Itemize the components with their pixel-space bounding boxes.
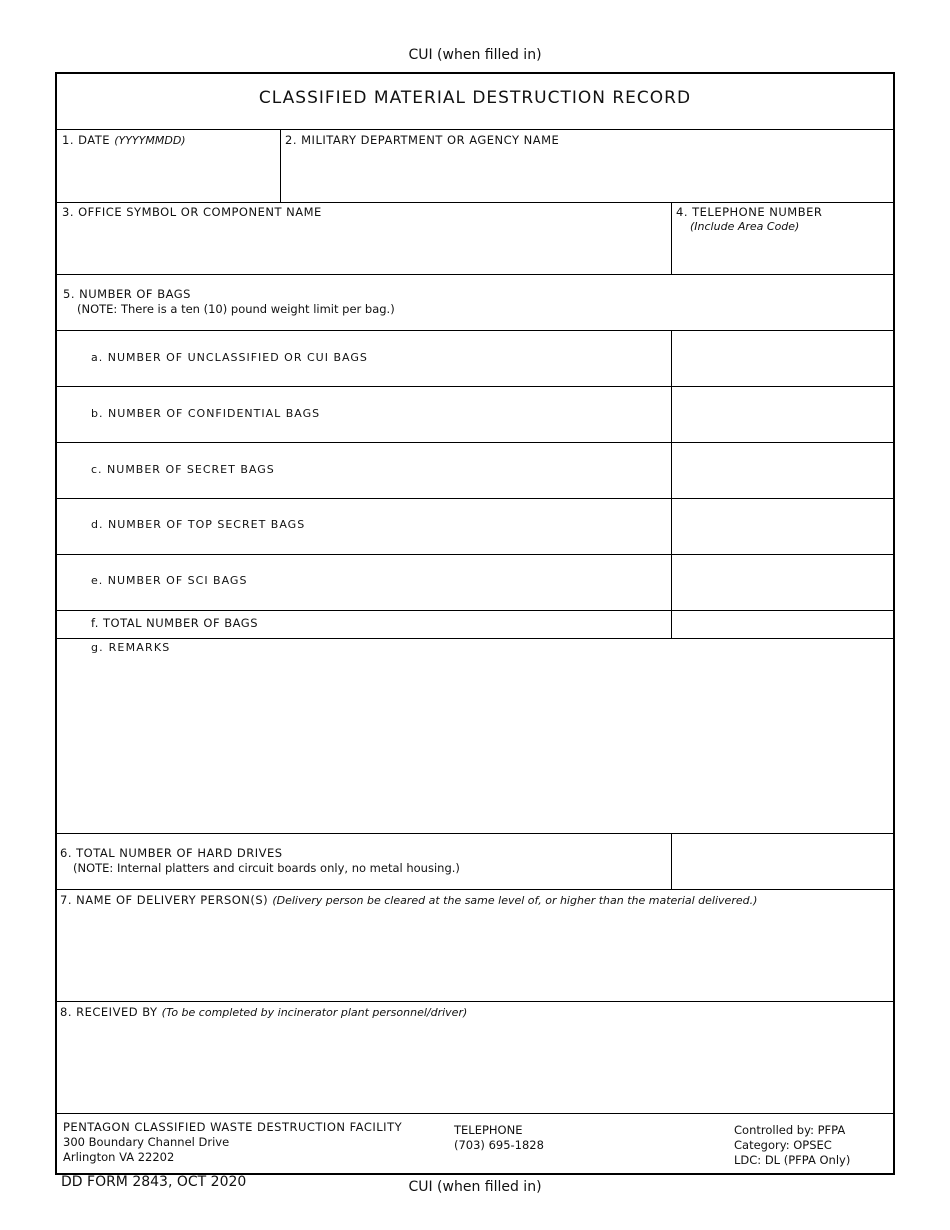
divider	[57, 330, 893, 331]
agency-name-field[interactable]	[283, 149, 889, 199]
cui-marking-bottom: CUI (when filled in)	[408, 1179, 542, 1195]
divider	[57, 442, 893, 443]
form-title: CLASSIFIED MATERIAL DESTRUCTION RECORD	[258, 88, 692, 108]
divider	[57, 129, 893, 130]
divider	[57, 274, 893, 275]
divider	[57, 1001, 893, 1002]
confidential-bags-label: b. NUMBER OF CONFIDENTIAL BAGS	[91, 407, 321, 420]
agency-name-label: 2. MILITARY DEPARTMENT OR AGENCY NAME	[285, 133, 560, 147]
divider	[57, 202, 893, 203]
controlled-by: Controlled by: PFPA	[734, 1123, 846, 1137]
telephone-value: (703) 695-1828	[454, 1138, 544, 1152]
divider	[57, 610, 893, 611]
divider	[57, 554, 893, 555]
hard-drives-field[interactable]	[674, 836, 889, 886]
divider	[280, 129, 281, 202]
confidential-bags-field[interactable]	[674, 389, 889, 439]
divider	[671, 833, 672, 889]
top-secret-bags-label: d. NUMBER OF TOP SECRET BAGS	[91, 518, 306, 531]
sci-bags-field[interactable]	[674, 557, 889, 607]
received-by-field[interactable]	[59, 1022, 889, 1110]
cui-marking-top: CUI (when filled in)	[408, 47, 542, 63]
address-line-1: 300 Boundary Channel Drive	[63, 1135, 230, 1149]
total-bags-field[interactable]	[674, 613, 889, 635]
date-label: 1. DATE (YYYYMMDD)	[62, 133, 186, 147]
total-bags-label: f. TOTAL NUMBER OF BAGS	[91, 616, 258, 630]
telephone-heading: TELEPHONE	[454, 1123, 523, 1137]
secret-bags-field[interactable]	[674, 445, 889, 495]
ldc: LDC: DL (PFPA Only)	[734, 1153, 851, 1167]
telephone-field[interactable]	[674, 236, 889, 271]
date-field[interactable]	[59, 149, 277, 199]
number-of-bags-note: (NOTE: There is a ten (10) pound weight limit per bag.)	[77, 302, 395, 316]
facility-name: PENTAGON CLASSIFIED WASTE DESTRUCTION FACILITY	[63, 1120, 403, 1134]
unclassified-bags-label: a. NUMBER OF UNCLASSIFIED OR CUI BAGS	[91, 351, 368, 364]
delivery-person-field[interactable]	[59, 910, 889, 998]
remarks-label: g. REMARKS	[91, 641, 171, 654]
office-symbol-label: 3. OFFICE SYMBOL OR COMPONENT NAME	[62, 205, 322, 219]
top-secret-bags-field[interactable]	[674, 501, 889, 551]
divider	[671, 330, 672, 638]
category: Category: OPSEC	[734, 1138, 832, 1152]
hard-drives-label: 6. TOTAL NUMBER OF HARD DRIVES	[60, 846, 283, 860]
divider	[671, 202, 672, 274]
form-number: DD FORM 2843, OCT 2020	[61, 1174, 247, 1190]
number-of-bags-label: 5. NUMBER OF BAGS	[63, 287, 191, 301]
unclassified-bags-field[interactable]	[674, 333, 889, 383]
facility-address	[63, 1120, 402, 1165]
telephone-label: 4. TELEPHONE NUMBER	[676, 205, 823, 219]
divider	[57, 889, 893, 890]
delivery-person-label: 7. NAME OF DELIVERY PERSON(S) (Delivery person be cleared at the same level of, or higher than the material delivered.)	[60, 893, 758, 907]
remarks-field[interactable]	[59, 658, 889, 830]
divider	[57, 638, 893, 639]
address-line-2: Arlington VA 22202	[63, 1150, 175, 1164]
divider	[57, 833, 893, 834]
hard-drives-note: (NOTE: Internal platters and circuit boards only, no metal housing.)	[73, 861, 460, 875]
divider	[57, 1113, 893, 1114]
sci-bags-label: e. NUMBER OF SCI BAGS	[91, 574, 248, 587]
form-frame	[55, 72, 895, 1175]
divider	[57, 386, 893, 387]
office-symbol-field[interactable]	[59, 221, 667, 271]
received-by-label: 8. RECEIVED BY (To be completed by incinerator plant personnel/driver)	[60, 1005, 468, 1019]
control-markings	[734, 1123, 850, 1168]
divider	[57, 498, 893, 499]
facility-telephone	[454, 1123, 544, 1153]
secret-bags-label: c. NUMBER OF SECRET BAGS	[91, 463, 275, 476]
telephone-hint: (Include Area Code)	[690, 220, 800, 233]
